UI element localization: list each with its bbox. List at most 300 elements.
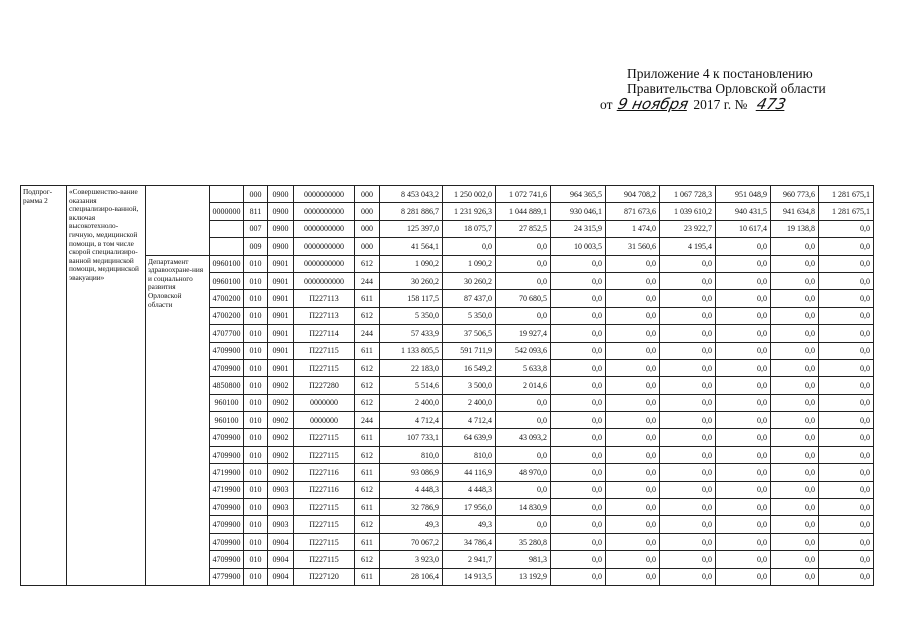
amount-cell: 158 117,5 xyxy=(380,290,443,307)
amount-cell: 0,0 xyxy=(551,568,606,585)
budget-table xyxy=(20,185,874,586)
amount-cell: 0,0 xyxy=(660,516,716,533)
code-cell: 010 xyxy=(244,533,268,550)
code-cell: 4709900 xyxy=(210,359,244,376)
amount-cell: 0,0 xyxy=(606,516,660,533)
amount-cell: 0,0 xyxy=(819,272,874,289)
code-cell: 0000000000 xyxy=(294,220,355,237)
code-cell: 0000000000 xyxy=(294,272,355,289)
code-cell: 4700200 xyxy=(210,307,244,324)
amount-cell: 0,0 xyxy=(606,412,660,429)
amount-cell: 3 923,0 xyxy=(380,551,443,568)
amount-cell: 0,0 xyxy=(716,307,771,324)
code-cell: П227115 xyxy=(294,551,355,568)
amount-cell: 107 733,1 xyxy=(380,429,443,446)
group-code-cell: 0000000 xyxy=(210,203,244,220)
code-cell: 0900 xyxy=(268,203,294,220)
amount-cell: 0,0 xyxy=(716,516,771,533)
code-cell: П227115 xyxy=(294,516,355,533)
amount-cell: 70 067,2 xyxy=(380,533,443,550)
amount-cell: 0,0 xyxy=(551,516,606,533)
amount-cell: 0,0 xyxy=(660,325,716,342)
amount-cell: 64 639,9 xyxy=(443,429,496,446)
code-cell: 0902 xyxy=(268,394,294,411)
amount-cell: 0,0 xyxy=(660,342,716,359)
amount-cell: 0,0 xyxy=(771,307,819,324)
code-cell: 000 xyxy=(355,220,380,237)
code-cell: 0901 xyxy=(268,325,294,342)
code-cell: 0000000000 xyxy=(294,238,355,255)
amount-cell: 0,0 xyxy=(660,464,716,481)
amount-cell: 0,0 xyxy=(771,290,819,307)
amount-cell: 1 044 889,1 xyxy=(496,203,551,220)
amount-cell: 0,0 xyxy=(716,238,771,255)
code-blank-cell xyxy=(210,238,244,255)
code-cell: 612 xyxy=(355,551,380,568)
amount-cell: 0,0 xyxy=(496,481,551,498)
amount-cell: 0,0 xyxy=(716,377,771,394)
amount-cell: 0,0 xyxy=(771,464,819,481)
code-cell: 611 xyxy=(355,533,380,550)
amount-cell: 0,0 xyxy=(606,464,660,481)
handwritten-number: 473 xyxy=(754,95,788,113)
amount-cell: 30 260,2 xyxy=(443,272,496,289)
amount-cell: 37 506,5 xyxy=(443,325,496,342)
amount-cell: 960 773,6 xyxy=(771,186,819,203)
amount-cell: 0,0 xyxy=(716,272,771,289)
code-cell: 4700200 xyxy=(210,290,244,307)
amount-cell: 0,0 xyxy=(716,533,771,550)
code-cell: 010 xyxy=(244,446,268,463)
code-cell: П227280 xyxy=(294,377,355,394)
amount-cell: 0,0 xyxy=(819,307,874,324)
amount-cell: 0,0 xyxy=(660,394,716,411)
amount-cell: 0,0 xyxy=(496,272,551,289)
amount-cell: 0,0 xyxy=(819,238,874,255)
amount-cell: 0,0 xyxy=(551,307,606,324)
amount-cell: 0,0 xyxy=(660,359,716,376)
header-year: 2017 г. № xyxy=(693,97,748,112)
department-blank-cell xyxy=(146,186,210,256)
amount-cell: 5 350,0 xyxy=(443,307,496,324)
amount-cell: 0,0 xyxy=(716,499,771,516)
amount-cell: 0,0 xyxy=(551,429,606,446)
amount-cell: 2 941,7 xyxy=(443,551,496,568)
amount-cell: 3 500,0 xyxy=(443,377,496,394)
amount-cell: 0,0 xyxy=(660,568,716,585)
amount-cell: 0,0 xyxy=(819,394,874,411)
amount-cell: 0,0 xyxy=(660,272,716,289)
amount-cell: 4 712,4 xyxy=(380,412,443,429)
code-cell: 010 xyxy=(244,412,268,429)
header-line-3 xyxy=(600,97,880,112)
amount-cell: 10 617,4 xyxy=(716,220,771,237)
code-cell: П227115 xyxy=(294,446,355,463)
amount-cell: 0,0 xyxy=(819,533,874,550)
amount-cell: 0,0 xyxy=(606,377,660,394)
amount-cell: 0,0 xyxy=(551,272,606,289)
amount-cell: 4 195,4 xyxy=(660,238,716,255)
amount-cell: 0,0 xyxy=(771,359,819,376)
amount-cell: 1 281 675,1 xyxy=(819,203,874,220)
amount-cell: 0,0 xyxy=(819,255,874,272)
code-cell: 000 xyxy=(244,186,268,203)
amount-cell: 28 106,4 xyxy=(380,568,443,585)
amount-cell: 0,0 xyxy=(606,325,660,342)
amount-cell: 0,0 xyxy=(496,255,551,272)
amount-cell: 1 133 805,5 xyxy=(380,342,443,359)
amount-cell: 0,0 xyxy=(716,412,771,429)
code-cell: 000 xyxy=(355,203,380,220)
code-cell: 0901 xyxy=(268,272,294,289)
amount-cell: 0,0 xyxy=(716,464,771,481)
amount-cell: 2 014,6 xyxy=(496,377,551,394)
code-cell: 010 xyxy=(244,568,268,585)
amount-cell: 44 116,9 xyxy=(443,464,496,481)
amount-cell: 5 514,6 xyxy=(380,377,443,394)
code-cell: 612 xyxy=(355,255,380,272)
code-cell: П227113 xyxy=(294,290,355,307)
code-cell: П227115 xyxy=(294,342,355,359)
code-cell: 0902 xyxy=(268,429,294,446)
amount-cell: 4 448,3 xyxy=(443,481,496,498)
amount-cell: 0,0 xyxy=(819,377,874,394)
code-cell: 0901 xyxy=(268,307,294,324)
code-cell: 007 xyxy=(244,220,268,237)
amount-cell: 8 281 886,7 xyxy=(380,203,443,220)
amount-cell: 17 956,0 xyxy=(443,499,496,516)
amount-cell: 0,0 xyxy=(606,255,660,272)
amount-cell: 2 400,0 xyxy=(380,394,443,411)
header-line-2: Правительства Орловской области xyxy=(627,81,826,96)
amount-cell: 981,3 xyxy=(496,551,551,568)
code-cell: 611 xyxy=(355,464,380,481)
code-cell: 0960100 xyxy=(210,272,244,289)
amount-cell: 0,0 xyxy=(660,290,716,307)
code-cell: 010 xyxy=(244,307,268,324)
amount-cell: 0,0 xyxy=(716,481,771,498)
program-name-cell: «Совершенство-вание оказания специализиро-ванной, включая высокотехноло-гичную, медицинской помощи, в том числе скорой специализиро-ванной медицинской помощи, медицинской эвакуации» xyxy=(67,186,146,586)
amount-cell: 871 673,6 xyxy=(606,203,660,220)
header-line-1: Приложение 4 к постановлению xyxy=(627,66,813,81)
amount-cell: 0,0 xyxy=(819,551,874,568)
amount-cell: 0,0 xyxy=(660,412,716,429)
code-cell: 0904 xyxy=(268,551,294,568)
amount-cell: 0,0 xyxy=(771,446,819,463)
amount-cell: 0,0 xyxy=(660,533,716,550)
code-cell: 4709900 xyxy=(210,499,244,516)
amount-cell: 591 711,9 xyxy=(443,342,496,359)
code-cell: 009 xyxy=(244,238,268,255)
amount-cell: 0,0 xyxy=(551,533,606,550)
code-cell: 612 xyxy=(355,394,380,411)
code-cell: П227115 xyxy=(294,499,355,516)
department-cell: Департамент здравоохране-ния и социального развития Орловской области xyxy=(146,255,210,585)
code-cell: 010 xyxy=(244,359,268,376)
amount-cell: 70 680,5 xyxy=(496,290,551,307)
amount-cell: 4 448,3 xyxy=(380,481,443,498)
amount-cell: 87 437,0 xyxy=(443,290,496,307)
code-cell: 0901 xyxy=(268,359,294,376)
amount-cell: 41 564,1 xyxy=(380,238,443,255)
code-cell: 612 xyxy=(355,377,380,394)
code-cell: 010 xyxy=(244,551,268,568)
code-cell: 0902 xyxy=(268,446,294,463)
amount-cell: 0,0 xyxy=(606,481,660,498)
amount-cell: 0,0 xyxy=(551,255,606,272)
amount-cell: 941 634,8 xyxy=(771,203,819,220)
amount-cell: 0,0 xyxy=(716,255,771,272)
amount-cell: 0,0 xyxy=(771,429,819,446)
amount-cell: 0,0 xyxy=(771,499,819,516)
amount-cell: 0,0 xyxy=(771,551,819,568)
code-cell: 4709900 xyxy=(210,516,244,533)
amount-cell: 0,0 xyxy=(606,290,660,307)
amount-cell: 0,0 xyxy=(606,359,660,376)
code-cell: 0000000 xyxy=(294,412,355,429)
amount-cell: 0,0 xyxy=(716,394,771,411)
code-cell: 4709900 xyxy=(210,551,244,568)
code-cell: 0000000000 xyxy=(294,255,355,272)
amount-cell: 32 786,9 xyxy=(380,499,443,516)
code-cell: П227120 xyxy=(294,568,355,585)
code-cell: П227115 xyxy=(294,359,355,376)
amount-cell: 0,0 xyxy=(551,446,606,463)
code-cell: 611 xyxy=(355,568,380,585)
amount-cell: 0,0 xyxy=(660,551,716,568)
amount-cell: 1 231 926,3 xyxy=(443,203,496,220)
amount-cell: 22 183,0 xyxy=(380,359,443,376)
amount-cell: 19 927,4 xyxy=(496,325,551,342)
amount-cell: 0,0 xyxy=(606,307,660,324)
subprogram-label-cell: Подпрог-рамма 2 xyxy=(21,186,67,586)
table-row xyxy=(21,255,874,272)
amount-cell: 0,0 xyxy=(551,290,606,307)
code-cell: 960100 xyxy=(210,394,244,411)
code-blank-cell xyxy=(210,186,244,203)
amount-cell: 0,0 xyxy=(716,325,771,342)
code-cell: 0901 xyxy=(268,290,294,307)
amount-cell: 0,0 xyxy=(496,238,551,255)
amount-cell: 0,0 xyxy=(606,533,660,550)
amount-cell: 34 786,4 xyxy=(443,533,496,550)
code-cell: 0904 xyxy=(268,533,294,550)
amount-cell: 0,0 xyxy=(819,325,874,342)
amount-cell: 0,0 xyxy=(771,272,819,289)
code-cell: 0904 xyxy=(268,568,294,585)
code-cell: 000 xyxy=(355,186,380,203)
amount-cell: 0,0 xyxy=(551,499,606,516)
amount-cell: 0,0 xyxy=(660,377,716,394)
amount-cell: 27 852,5 xyxy=(496,220,551,237)
handwritten-date: 9 ноября xyxy=(616,95,691,113)
code-cell: 612 xyxy=(355,481,380,498)
amount-cell: 951 048,9 xyxy=(716,186,771,203)
amount-cell: 0,0 xyxy=(496,412,551,429)
amount-cell: 0,0 xyxy=(819,290,874,307)
code-cell: 4709900 xyxy=(210,429,244,446)
amount-cell: 810,0 xyxy=(380,446,443,463)
amount-cell: 10 003,5 xyxy=(551,238,606,255)
amount-cell: 1 039 610,2 xyxy=(660,203,716,220)
amount-cell: 0,0 xyxy=(606,446,660,463)
code-cell: 612 xyxy=(355,359,380,376)
amount-cell: 23 922,7 xyxy=(660,220,716,237)
amount-cell: 0,0 xyxy=(606,499,660,516)
amount-cell: 810,0 xyxy=(443,446,496,463)
amount-cell: 5 350,0 xyxy=(380,307,443,324)
amount-cell: 0,0 xyxy=(551,464,606,481)
amount-cell: 0,0 xyxy=(551,377,606,394)
code-cell: 244 xyxy=(355,412,380,429)
code-cell: 4850800 xyxy=(210,377,244,394)
amount-cell: 0,0 xyxy=(771,481,819,498)
code-cell: П227116 xyxy=(294,464,355,481)
amount-cell: 2 400,0 xyxy=(443,394,496,411)
amount-cell: 0,0 xyxy=(716,429,771,446)
amount-cell: 0,0 xyxy=(819,568,874,585)
code-cell: 611 xyxy=(355,342,380,359)
amount-cell: 0,0 xyxy=(551,325,606,342)
amount-cell: 1 474,0 xyxy=(606,220,660,237)
code-cell: 4779900 xyxy=(210,568,244,585)
code-cell: 0900 xyxy=(268,186,294,203)
amount-cell: 1 067 728,3 xyxy=(660,186,716,203)
code-cell: П227113 xyxy=(294,307,355,324)
amount-cell: 5 633,8 xyxy=(496,359,551,376)
amount-cell: 0,0 xyxy=(551,342,606,359)
amount-cell: 35 280,8 xyxy=(496,533,551,550)
amount-cell: 24 315,9 xyxy=(551,220,606,237)
code-cell: 010 xyxy=(244,429,268,446)
amount-cell: 930 046,1 xyxy=(551,203,606,220)
amount-cell: 0,0 xyxy=(716,446,771,463)
code-cell: 010 xyxy=(244,325,268,342)
amount-cell: 13 192,9 xyxy=(496,568,551,585)
code-cell: 611 xyxy=(355,499,380,516)
code-cell: 4707700 xyxy=(210,325,244,342)
code-cell: 010 xyxy=(244,394,268,411)
amount-cell: 0,0 xyxy=(443,238,496,255)
amount-cell: 0,0 xyxy=(819,220,874,237)
code-cell: 010 xyxy=(244,499,268,516)
amount-cell: 0,0 xyxy=(660,499,716,516)
amount-cell: 0,0 xyxy=(660,255,716,272)
code-cell: 0900 xyxy=(268,220,294,237)
amount-cell: 0,0 xyxy=(819,359,874,376)
code-cell: 960100 xyxy=(210,412,244,429)
table-row xyxy=(21,186,874,203)
amount-cell: 0,0 xyxy=(771,325,819,342)
code-cell: 4709900 xyxy=(210,533,244,550)
amount-cell: 0,0 xyxy=(819,446,874,463)
code-cell: 010 xyxy=(244,464,268,481)
document-header xyxy=(600,66,880,112)
amount-cell: 0,0 xyxy=(660,307,716,324)
amount-cell: 0,0 xyxy=(819,516,874,533)
code-cell: 0900 xyxy=(268,238,294,255)
amount-cell: 0,0 xyxy=(606,429,660,446)
amount-cell: 0,0 xyxy=(606,394,660,411)
code-cell: 611 xyxy=(355,290,380,307)
amount-cell: 0,0 xyxy=(771,255,819,272)
code-cell: 612 xyxy=(355,516,380,533)
code-cell: 0903 xyxy=(268,499,294,516)
amount-cell: 8 453 043,2 xyxy=(380,186,443,203)
code-cell: 0000000000 xyxy=(294,203,355,220)
amount-cell: 4 712,4 xyxy=(443,412,496,429)
amount-cell: 0,0 xyxy=(551,481,606,498)
amount-cell: 0,0 xyxy=(771,516,819,533)
amount-cell: 14 830,9 xyxy=(496,499,551,516)
code-cell: П227115 xyxy=(294,429,355,446)
code-cell: 010 xyxy=(244,377,268,394)
amount-cell: 0,0 xyxy=(771,533,819,550)
code-cell: 010 xyxy=(244,342,268,359)
header-from: от xyxy=(600,97,613,112)
amount-cell: 0,0 xyxy=(819,412,874,429)
code-cell: 0901 xyxy=(268,255,294,272)
code-cell: 4709900 xyxy=(210,446,244,463)
code-cell: 4719900 xyxy=(210,481,244,498)
amount-cell: 1 250 002,0 xyxy=(443,186,496,203)
amount-cell: 0,0 xyxy=(496,446,551,463)
amount-cell: 904 708,2 xyxy=(606,186,660,203)
amount-cell: 0,0 xyxy=(606,342,660,359)
amount-cell: 0,0 xyxy=(819,499,874,516)
amount-cell: 1 281 675,1 xyxy=(819,186,874,203)
amount-cell: 0,0 xyxy=(716,551,771,568)
amount-cell: 0,0 xyxy=(606,568,660,585)
amount-cell: 14 913,5 xyxy=(443,568,496,585)
amount-cell: 0,0 xyxy=(771,377,819,394)
amount-cell: 940 431,5 xyxy=(716,203,771,220)
amount-cell: 0,0 xyxy=(660,481,716,498)
code-cell: 0903 xyxy=(268,516,294,533)
code-cell: 612 xyxy=(355,446,380,463)
amount-cell: 57 433,9 xyxy=(380,325,443,342)
amount-cell: 18 075,7 xyxy=(443,220,496,237)
code-cell: 611 xyxy=(355,429,380,446)
amount-cell: 1 090,2 xyxy=(443,255,496,272)
code-cell: 0901 xyxy=(268,342,294,359)
amount-cell: 30 260,2 xyxy=(380,272,443,289)
code-cell: П227116 xyxy=(294,481,355,498)
amount-cell: 19 138,8 xyxy=(771,220,819,237)
table-body xyxy=(21,186,874,586)
amount-cell: 0,0 xyxy=(771,394,819,411)
code-cell: 0960100 xyxy=(210,255,244,272)
amount-cell: 0,0 xyxy=(819,464,874,481)
amount-cell: 964 365,5 xyxy=(551,186,606,203)
amount-cell: 0,0 xyxy=(716,342,771,359)
amount-cell: 0,0 xyxy=(771,238,819,255)
amount-cell: 0,0 xyxy=(771,568,819,585)
amount-cell: 0,0 xyxy=(716,568,771,585)
code-cell: 0000000 xyxy=(294,394,355,411)
code-cell: 244 xyxy=(355,325,380,342)
code-blank-cell xyxy=(210,220,244,237)
code-cell: П227114 xyxy=(294,325,355,342)
amount-cell: 0,0 xyxy=(771,342,819,359)
amount-cell: 43 093,2 xyxy=(496,429,551,446)
amount-cell: 49,3 xyxy=(380,516,443,533)
amount-cell: 49,3 xyxy=(443,516,496,533)
code-cell: 0000000000 xyxy=(294,186,355,203)
code-cell: 244 xyxy=(355,272,380,289)
amount-cell: 542 093,6 xyxy=(496,342,551,359)
code-cell: 4719900 xyxy=(210,464,244,481)
